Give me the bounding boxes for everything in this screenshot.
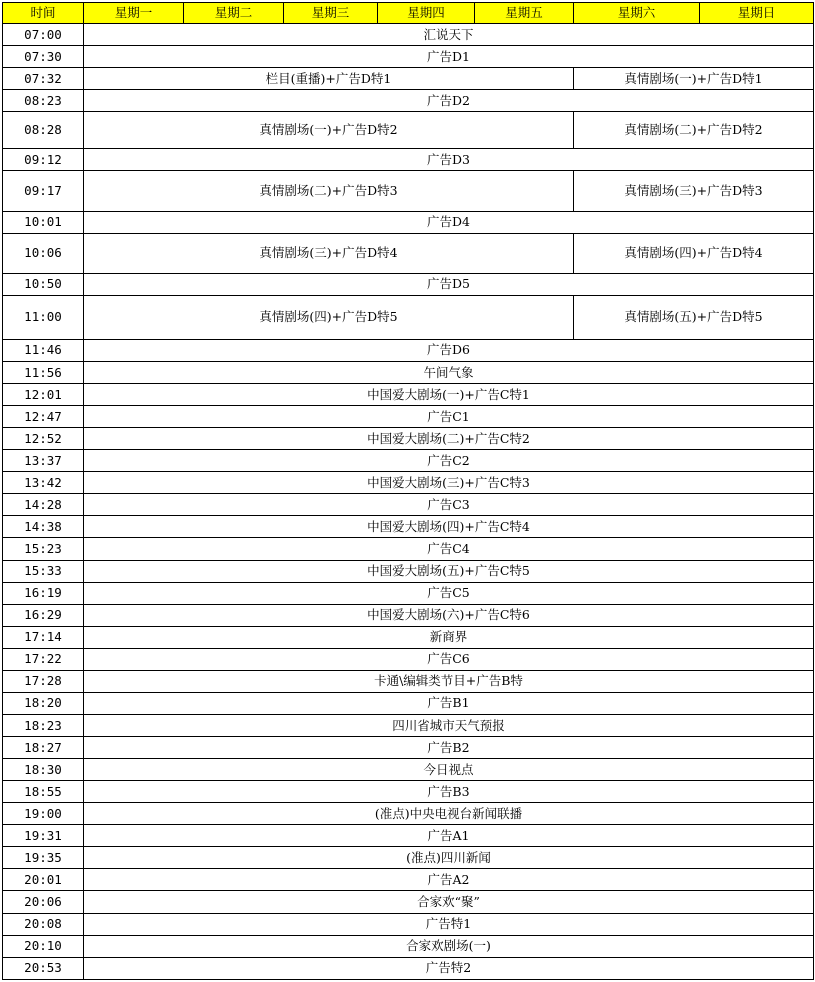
program-cell-all-week: 广告C4: [84, 538, 814, 560]
time-cell: 09:12: [3, 149, 84, 171]
header-time: 时间: [3, 3, 84, 24]
time-cell: 08:23: [3, 90, 84, 112]
schedule-row: [3, 211, 814, 233]
program-cell-weekend: 真情剧场(一)+广告D特1: [574, 68, 814, 90]
schedule-row: [3, 24, 814, 46]
program-cell-all-week: 中国爱大剧场(三)+广告C特3: [84, 472, 814, 494]
time-cell: 13:37: [3, 450, 84, 472]
time-cell: 10:06: [3, 233, 84, 273]
program-cell-all-week: 中国爱大剧场(一)+广告C特1: [84, 384, 814, 406]
program-cell-all-week: 汇说天下: [84, 24, 814, 46]
time-cell: 19:31: [3, 825, 84, 847]
time-cell: 16:19: [3, 582, 84, 604]
time-cell: 13:42: [3, 472, 84, 494]
schedule-row: [3, 516, 814, 538]
time-cell: 15:33: [3, 560, 84, 582]
schedule-row: [3, 869, 814, 891]
schedule-row: [3, 406, 814, 428]
time-cell: 18:55: [3, 781, 84, 803]
schedule-row: [3, 957, 814, 979]
time-cell: 12:52: [3, 428, 84, 450]
header-saturday: 星期六: [574, 3, 700, 24]
header-friday: 星期五: [475, 3, 574, 24]
schedule-row: [3, 273, 814, 295]
time-cell: 12:01: [3, 384, 84, 406]
program-cell-all-week: (准点)四川新闻: [84, 847, 814, 869]
schedule-row: [3, 560, 814, 582]
time-cell: 20:06: [3, 891, 84, 913]
program-cell-weekend: 真情剧场(二)+广告D特2: [574, 112, 814, 149]
program-cell-all-week: 广告B3: [84, 781, 814, 803]
program-cell-all-week: 广告B2: [84, 737, 814, 759]
program-cell-all-week: 中国爱大剧场(五)+广告C特5: [84, 560, 814, 582]
time-cell: 07:00: [3, 24, 84, 46]
time-cell: 20:53: [3, 957, 84, 979]
schedule-row: [3, 913, 814, 935]
program-cell-all-week: 卡通\编辑类节目+广告B特: [84, 670, 814, 692]
schedule-row: [3, 339, 814, 361]
header-wednesday: 星期三: [284, 3, 378, 24]
program-cell-all-week: 广告D1: [84, 46, 814, 68]
schedule-row: [3, 112, 814, 149]
schedule-row: [3, 781, 814, 803]
program-cell-all-week: 广告D5: [84, 273, 814, 295]
schedule-row: [3, 825, 814, 847]
program-cell-all-week: 广告C2: [84, 450, 814, 472]
program-cell-all-week: (准点)中央电视台新闻联播: [84, 803, 814, 825]
program-cell-all-week: 中国爱大剧场(四)+广告C特4: [84, 516, 814, 538]
schedule-row: [3, 494, 814, 516]
program-cell-weekday: 栏目(重播)+广告D特1: [84, 68, 574, 90]
program-cell-all-week: 广告C5: [84, 582, 814, 604]
schedule-row: [3, 803, 814, 825]
program-cell-all-week: 广告特2: [84, 957, 814, 979]
program-cell-all-week: 广告A2: [84, 869, 814, 891]
program-cell-all-week: 广告A1: [84, 825, 814, 847]
schedule-row: [3, 759, 814, 781]
schedule-row: [3, 384, 814, 406]
schedule-row: [3, 935, 814, 957]
program-cell-weekday: 真情剧场(二)+广告D特3: [84, 171, 574, 211]
time-cell: 18:20: [3, 692, 84, 714]
time-cell: 20:01: [3, 869, 84, 891]
time-cell: 14:28: [3, 494, 84, 516]
time-cell: 15:23: [3, 538, 84, 560]
time-cell: 18:23: [3, 714, 84, 736]
schedule-row: [3, 171, 814, 211]
program-cell-all-week: 四川省城市天气预报: [84, 714, 814, 736]
time-cell: 19:35: [3, 847, 84, 869]
program-cell-weekday: 真情剧场(一)+广告D特2: [84, 112, 574, 149]
schedule-row: [3, 361, 814, 383]
time-cell: 11:56: [3, 361, 84, 383]
time-cell: 17:14: [3, 626, 84, 648]
program-cell-weekend: 真情剧场(五)+广告D特5: [574, 295, 814, 339]
program-cell-all-week: 合家欢“聚”: [84, 891, 814, 913]
time-cell: 08:28: [3, 112, 84, 149]
program-cell-all-week: 今日视点: [84, 759, 814, 781]
program-cell-all-week: 广告特1: [84, 913, 814, 935]
header-row: [3, 3, 814, 24]
time-cell: 17:22: [3, 648, 84, 670]
program-cell-all-week: 新商界: [84, 626, 814, 648]
schedule-row: [3, 604, 814, 626]
time-cell: 14:38: [3, 516, 84, 538]
schedule-row: [3, 582, 814, 604]
schedule-row: [3, 847, 814, 869]
time-cell: 10:01: [3, 211, 84, 233]
schedule-row: [3, 538, 814, 560]
schedule-table: [2, 2, 814, 980]
header-sunday: 星期日: [700, 3, 814, 24]
program-cell-all-week: 广告D3: [84, 149, 814, 171]
time-cell: 07:30: [3, 46, 84, 68]
time-cell: 18:30: [3, 759, 84, 781]
program-cell-all-week: 广告B1: [84, 692, 814, 714]
program-cell-all-week: 广告D6: [84, 339, 814, 361]
schedule-row: [3, 714, 814, 736]
schedule-row: [3, 472, 814, 494]
time-cell: 17:28: [3, 670, 84, 692]
time-cell: 11:46: [3, 339, 84, 361]
program-cell-all-week: 广告D2: [84, 90, 814, 112]
program-cell-weekend: 真情剧场(三)+广告D特3: [574, 171, 814, 211]
program-cell-all-week: 广告C1: [84, 406, 814, 428]
schedule-row: [3, 692, 814, 714]
program-cell-all-week: 广告C3: [84, 494, 814, 516]
program-cell-all-week: 广告D4: [84, 211, 814, 233]
time-cell: 20:08: [3, 913, 84, 935]
schedule-row: [3, 46, 814, 68]
time-cell: 18:27: [3, 737, 84, 759]
program-cell-all-week: 午间气象: [84, 361, 814, 383]
header-thursday: 星期四: [378, 3, 475, 24]
time-cell: 09:17: [3, 171, 84, 211]
schedule-row: [3, 648, 814, 670]
program-cell-all-week: 合家欢剧场(一): [84, 935, 814, 957]
schedule-row: [3, 149, 814, 171]
schedule-row: [3, 450, 814, 472]
program-cell-weekday: 真情剧场(三)+广告D特4: [84, 233, 574, 273]
time-cell: 20:10: [3, 935, 84, 957]
time-cell: 16:29: [3, 604, 84, 626]
schedule-row: [3, 233, 814, 273]
program-cell-weekend: 真情剧场(四)+广告D特4: [574, 233, 814, 273]
program-cell-weekday: 真情剧场(四)+广告D特5: [84, 295, 574, 339]
schedule-row: [3, 626, 814, 648]
schedule-row: [3, 428, 814, 450]
schedule-row: [3, 68, 814, 90]
schedule-body: [3, 24, 814, 980]
program-cell-all-week: 广告C6: [84, 648, 814, 670]
time-cell: 10:50: [3, 273, 84, 295]
program-cell-all-week: 中国爱大剧场(六)+广告C特6: [84, 604, 814, 626]
header-monday: 星期一: [84, 3, 184, 24]
time-cell: 19:00: [3, 803, 84, 825]
schedule-row: [3, 737, 814, 759]
schedule-row: [3, 891, 814, 913]
schedule-row: [3, 670, 814, 692]
program-cell-all-week: 中国爱大剧场(二)+广告C特2: [84, 428, 814, 450]
time-cell: 07:32: [3, 68, 84, 90]
schedule-row: [3, 90, 814, 112]
header-tuesday: 星期二: [184, 3, 284, 24]
time-cell: 11:00: [3, 295, 84, 339]
schedule-row: [3, 295, 814, 339]
time-cell: 12:47: [3, 406, 84, 428]
